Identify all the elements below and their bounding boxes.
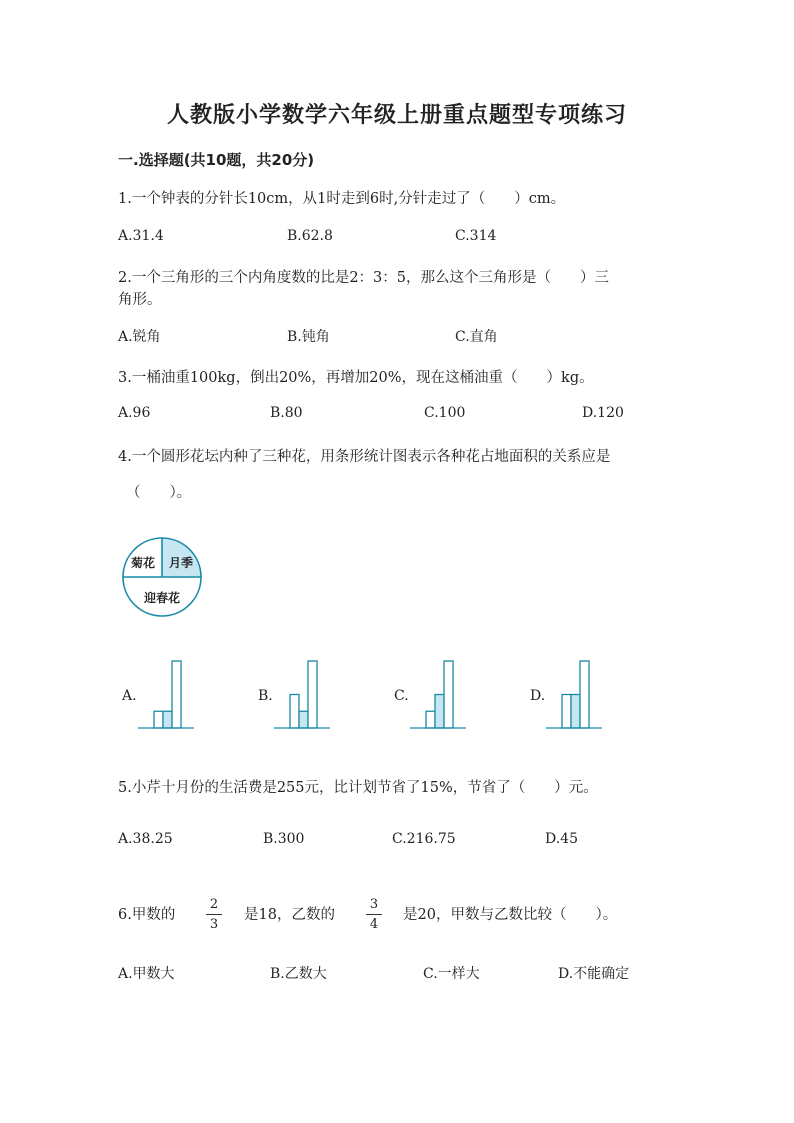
question-3: 3.一桶油重100kg，倒出20%，再增加20%，现在这桶油重（ ）kg。 [118,370,594,386]
q4-bar-chart-c [410,658,470,730]
q4-bar-chart-a [138,658,198,730]
q3-option-c: C.100 [424,405,466,421]
pie-chart [118,534,208,624]
question-6-part3: 是20，甲数与乙数比较（ ）。 [403,907,618,923]
q4-bar-chart-d [546,658,606,730]
bar-c-2 [435,695,444,729]
bar-c-3 [444,661,453,728]
q5-option-b: B.300 [263,831,305,847]
bar-d-1 [562,695,571,729]
q1-option-c: C.314 [455,228,497,244]
pie-label-yueji: 月季 [168,556,194,570]
bar-d-3 [580,661,589,728]
section-heading: 一.选择题(共10题，共20分) [118,151,315,169]
q4-option-d-label: D. [530,688,546,704]
q1-option-b: B.62.8 [287,228,333,244]
fraction-1-bar [206,914,222,915]
page-title: 人教版小学数学六年级上册重点题型专项练习 [166,103,627,128]
bar-c-1 [426,711,435,728]
q4-option-a-label: A. [122,688,137,704]
q1-option-a: A.31.4 [118,228,164,244]
q3-option-d: D.120 [582,405,624,421]
fraction-2-numerator: 3 [369,897,379,912]
q5-option-c: C.216.75 [392,831,456,847]
question-6-part1: 6.甲数的 [118,907,176,923]
question-4-line2: （ ）。 [126,485,192,501]
bar-b-3 [308,661,317,728]
q5-option-a: A.38.25 [118,831,173,847]
bar-d-2 [571,695,580,729]
fraction-1-denominator: 3 [209,917,219,932]
q2-option-c: C.直角 [455,329,498,345]
q6-option-d: D.不能确定 [558,966,630,982]
pie-label-yingchunhua: 迎春花 [143,591,181,605]
q4-option-c-label: C. [394,688,409,704]
question-2-line1: 2.一个三角形的三个内角度数的比是2：3：5，那么这个三角形是（ ）三 [118,270,610,286]
bar-a-2 [163,711,172,728]
fraction-2-bar [366,914,382,915]
q3-option-b: B.80 [270,405,303,421]
question-4-line1: 4.一个圆形花坛内种了三种花，用条形统计图表示各种花占地面积的关系应是 [118,449,611,465]
bar-b-1 [290,695,299,729]
q4-option-b-label: B. [258,688,273,704]
question-6-part2: 是18，乙数的 [244,907,335,923]
bar-a-3 [172,661,181,728]
pie-label-juhua: 菊花 [130,556,156,570]
q3-option-a: A.96 [118,405,151,421]
question-2-line2: 角形。 [118,292,162,308]
fraction-three-quarters [366,897,382,932]
question-5: 5.小芹十月份的生活费是255元，比计划节省了15%，节省了（ ）元。 [118,780,598,796]
fraction-2-denominator: 4 [369,917,379,932]
fraction-1-numerator: 2 [209,897,219,912]
q6-option-c: C.一样大 [423,966,480,982]
bar-a-1 [154,711,163,728]
bar-b-2 [299,711,308,728]
q6-option-b: B.乙数大 [270,966,327,982]
q5-option-d: D.45 [545,831,578,847]
q2-option-a: A.锐角 [118,329,161,345]
q2-option-b: B.钝角 [287,329,330,345]
fraction-two-thirds [206,897,222,932]
q4-bar-chart-b [274,658,334,730]
q6-option-a: A.甲数大 [118,966,175,982]
question-1: 1.一个钟表的分针长10cm，从1时走到6时,分针走过了（ ）cm。 [118,191,566,207]
